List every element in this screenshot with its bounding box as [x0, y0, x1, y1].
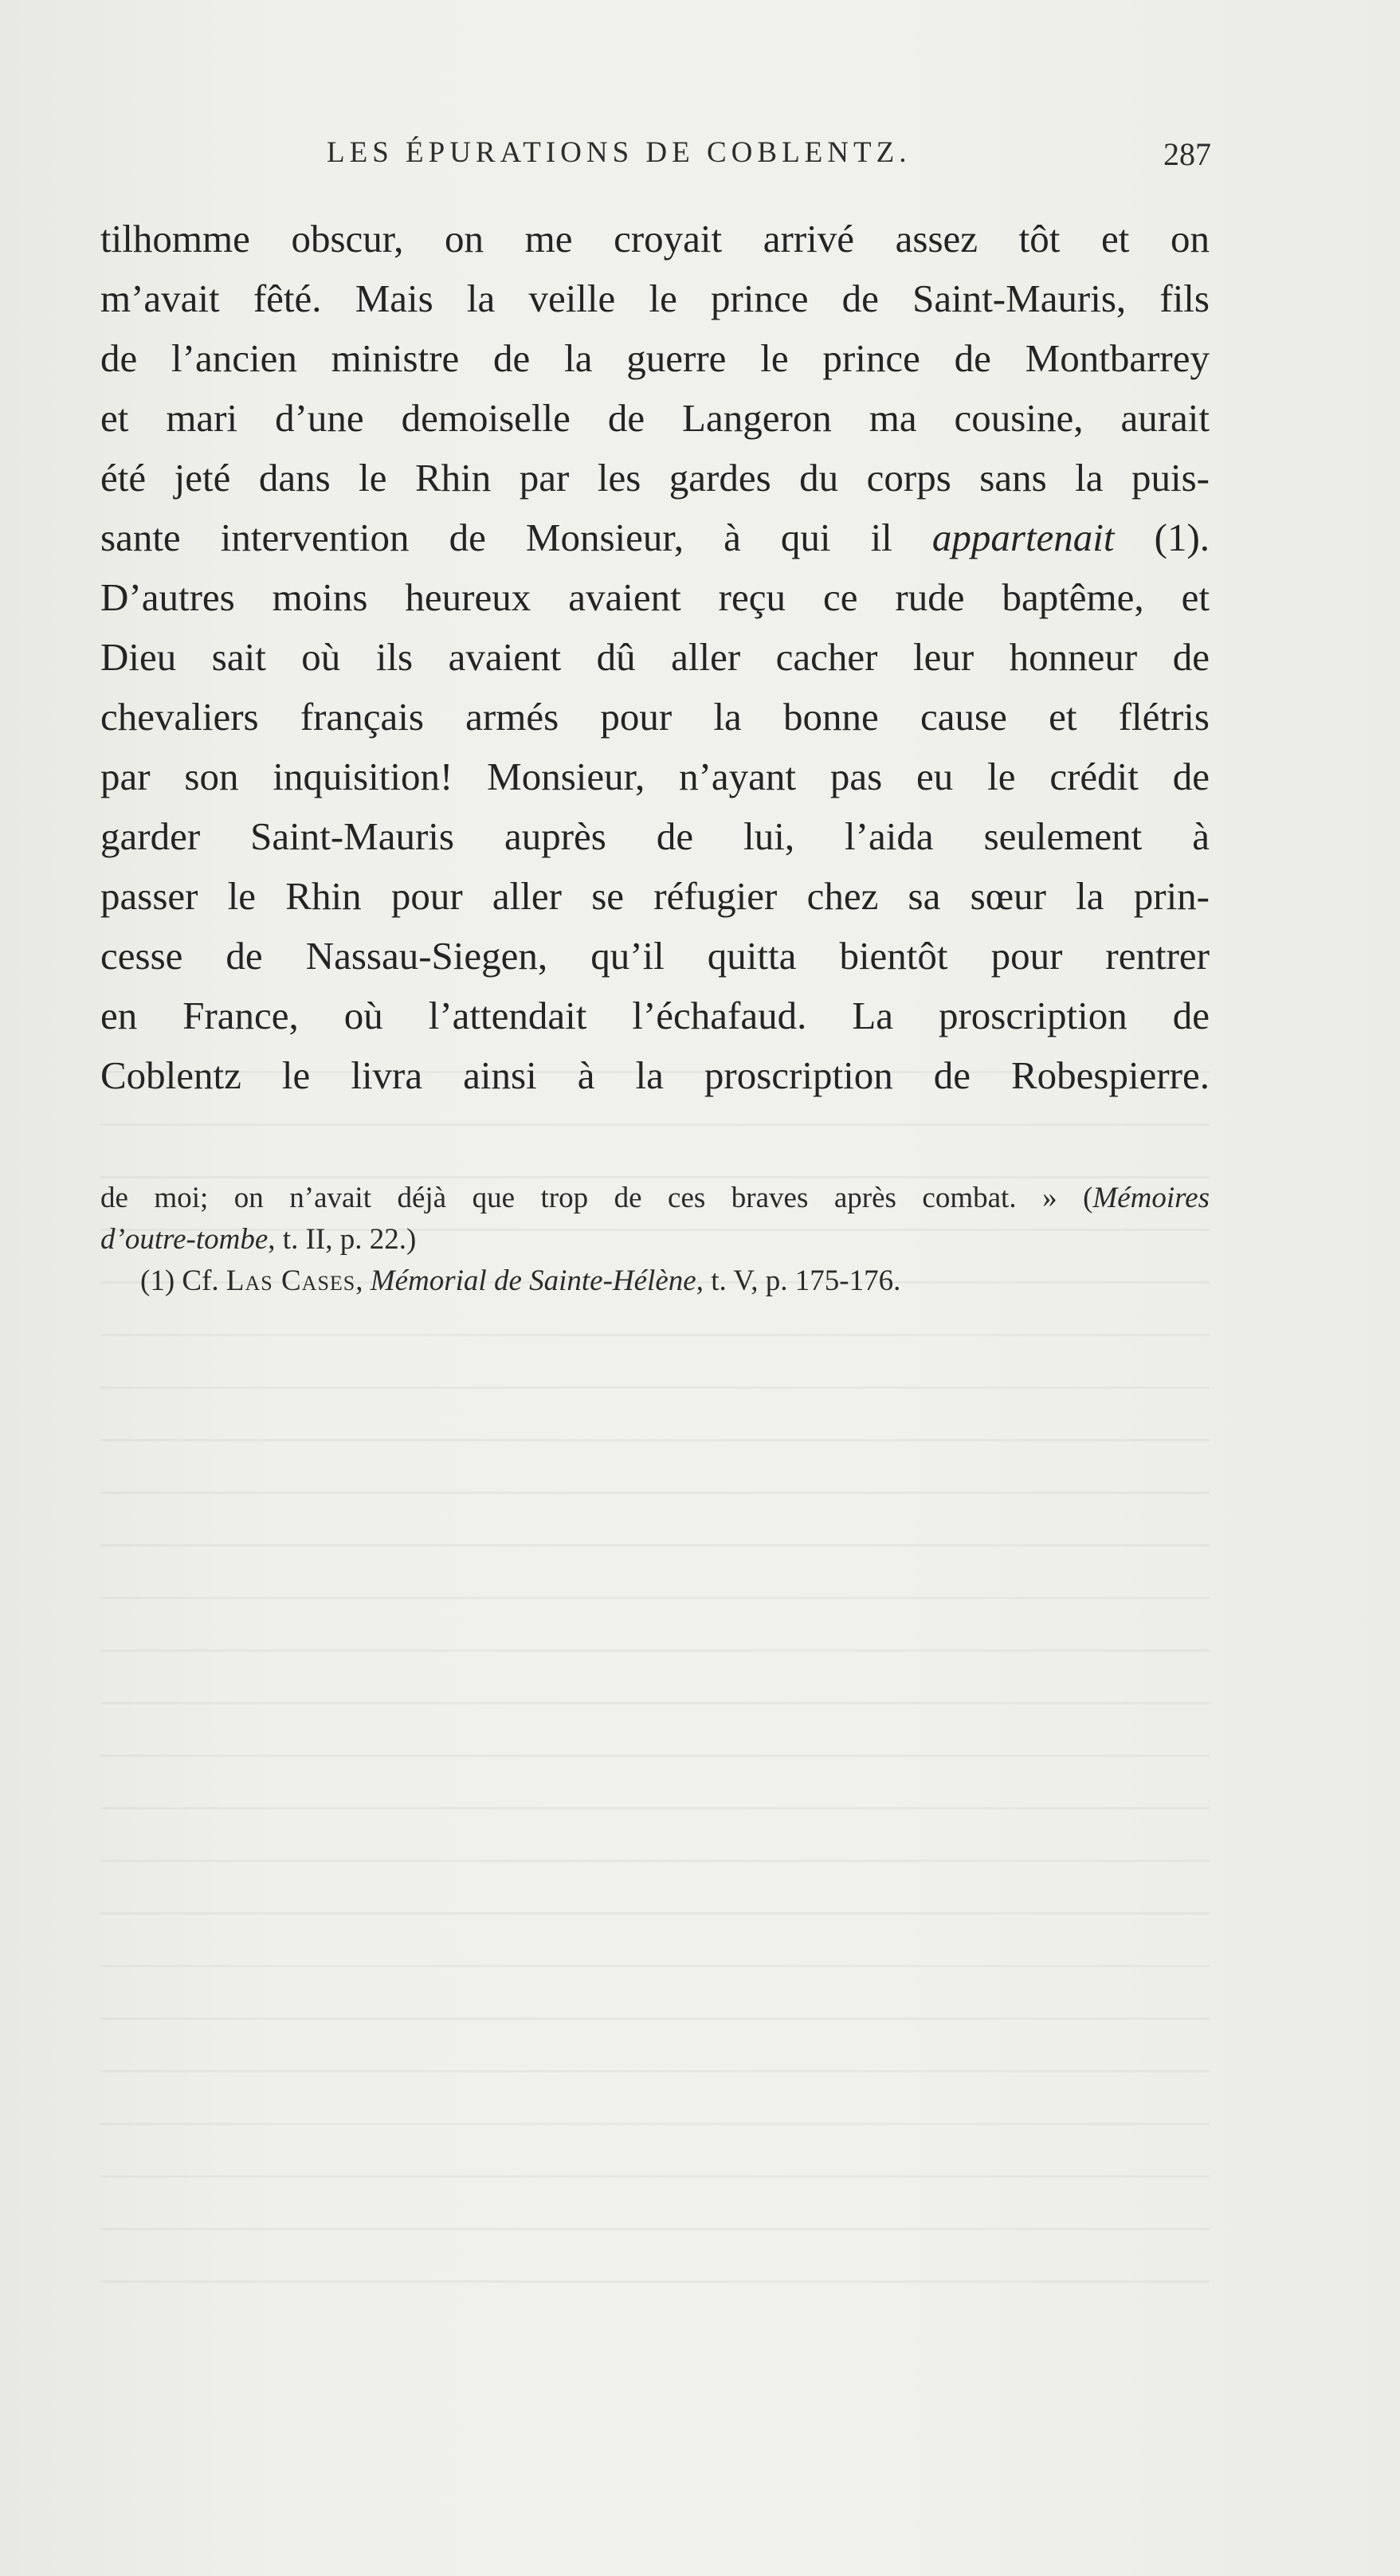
main-text — [100, 209, 1210, 1105]
text-line: été jeté dans le Rhin par les gardes du corps sans la puis- — [100, 456, 1210, 500]
running-title: LES ÉPURATIONS DE COBLENTZ. — [327, 136, 912, 169]
page-header — [96, 135, 1211, 183]
text-line: en France, où l’attendait l’échafaud. La proscription de — [100, 994, 1210, 1037]
page-number: 287 — [1163, 136, 1211, 172]
footnote-continuation-line — [100, 1219, 1210, 1261]
footnote-text: , t. V, p. 175-176. — [696, 1264, 901, 1297]
text-line: tilhomme obscur, on me croyait arrivé assez tôt et on — [100, 217, 1210, 261]
italic-word: appartenait — [931, 516, 1115, 559]
footnote-italic: Mémoires — [1092, 1182, 1210, 1214]
footnotes — [100, 1178, 1210, 1302]
footnote-author: Las Cases — [225, 1264, 356, 1297]
text-line: par son inquisition! Monsieur, n’ayant pas eu le crédit de — [100, 755, 1210, 798]
footnote-italic: d’outre-tombe — [100, 1223, 269, 1256]
footnote-continuation-line — [100, 1178, 1210, 1219]
text-line-with-note — [100, 508, 1210, 567]
text-line: cesse de Nassau-Siegen, qu’il quitta bientôt pour rentrer — [100, 934, 1210, 978]
text-line: Coblentz le livra ainsi à la proscription de Robespierre. — [100, 1053, 1210, 1097]
footnote-title: Mémorial de Sainte-Hélène — [370, 1264, 696, 1297]
footnote-text: , t. II, p. 22.) — [268, 1223, 417, 1256]
text-line: de l’ancien ministre de la guerre le prince de Montbarrey — [100, 336, 1210, 380]
footnote-number: (1) Cf. — [140, 1264, 219, 1297]
text-line: passer le Rhin pour aller se réfugier chez sa sœur la prin- — [100, 874, 1210, 918]
text-line: Dieu sait où ils avaient dû aller cacher leur honneur de — [100, 635, 1210, 679]
text-line: m’avait fêté. Mais la veille le prince de Saint-Mauris, fils — [100, 276, 1210, 320]
text-segment: sante intervention de Monsieur, à qui il — [100, 516, 892, 559]
text-line: chevaliers français armés pour la bonne cause et flétris — [100, 695, 1210, 739]
text-line: et mari d’une demoiselle de Langeron ma cousine, aurait — [100, 396, 1210, 440]
footnote-reference: (1). — [1154, 516, 1210, 559]
footnote-1: (1) Cf. Las Cases, Mémorial de Sainte-Hélène, t. V, p. 175-176. — [140, 1264, 901, 1297]
text-line: D’autres moins heureux avaient reçu ce rude baptême, et — [100, 575, 1210, 619]
text-line: garder Saint-Mauris auprès de lui, l’aida seulement à — [100, 814, 1210, 858]
footnote-text: de moi; on n’avait déjà que trop de ces braves après combat. » ( — [100, 1182, 1093, 1214]
